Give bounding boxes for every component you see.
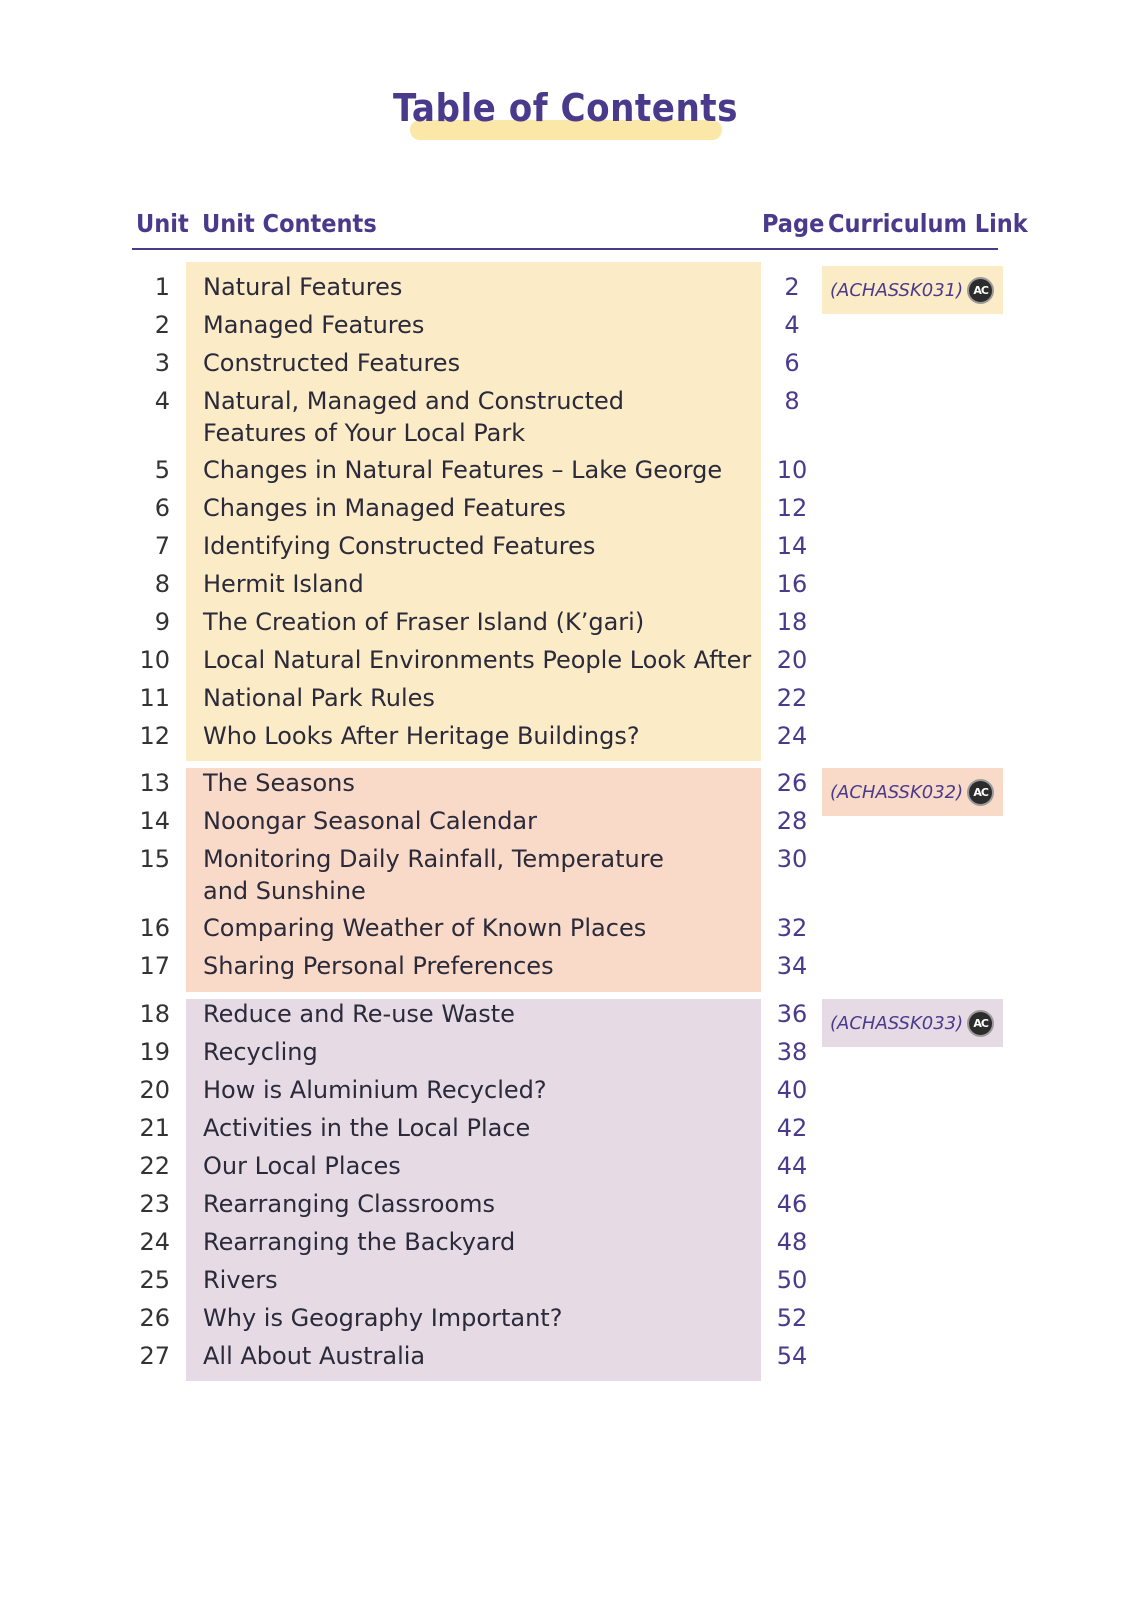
unit-title xyxy=(203,1074,758,1106)
page-number: 38 xyxy=(776,1038,808,1066)
page-number: 50 xyxy=(776,1266,808,1294)
unit-title xyxy=(203,385,758,449)
unit-title xyxy=(203,347,758,379)
curriculum-link-1 xyxy=(822,266,1003,314)
unit-title-line: All About Australia xyxy=(203,1342,426,1370)
unit-number: 27 xyxy=(139,1342,170,1370)
unit-title-line: The Creation of Fraser Island (K’gari) xyxy=(203,608,645,636)
unit-title-line: Reduce and Re-use Waste xyxy=(203,1000,515,1028)
unit-title-line: Rearranging Classrooms xyxy=(203,1190,496,1218)
unit-number: 3 xyxy=(154,349,170,377)
page-number: 34 xyxy=(776,952,808,980)
unit-title-line: and Sunshine xyxy=(203,877,366,905)
unit-number: 14 xyxy=(139,807,170,835)
unit-title xyxy=(203,1302,758,1334)
unit-title-line: Natural, Managed and Constructed xyxy=(203,387,625,415)
unit-title xyxy=(203,1264,758,1296)
ac-badge-icon: AC xyxy=(967,779,994,806)
page-number: 30 xyxy=(776,845,808,873)
title-block xyxy=(0,86,1131,146)
unit-title-line: Comparing Weather of Known Places xyxy=(203,914,647,942)
unit-title xyxy=(203,1226,758,1258)
unit-title xyxy=(203,805,758,837)
page-number: 32 xyxy=(776,914,808,942)
unit-title xyxy=(203,682,758,714)
page-number: 48 xyxy=(776,1228,808,1256)
unit-title xyxy=(203,606,758,638)
page-number: 6 xyxy=(784,349,800,377)
page-number: 36 xyxy=(776,1000,808,1028)
unit-title-line: Changes in Natural Features – Lake George xyxy=(203,456,723,484)
unit-title xyxy=(203,720,758,752)
unit-number: 18 xyxy=(139,1000,170,1028)
curriculum-code: (ACHASSK032) xyxy=(830,781,964,803)
page-number: 4 xyxy=(784,311,800,339)
page-number: 44 xyxy=(776,1152,808,1180)
unit-number: 5 xyxy=(154,456,170,484)
unit-title-line: National Park Rules xyxy=(203,684,435,712)
unit-title-line: How is Aluminium Recycled? xyxy=(203,1076,547,1104)
unit-number: 17 xyxy=(139,952,170,980)
unit-title xyxy=(203,1112,758,1144)
unit-number: 15 xyxy=(139,845,170,873)
unit-title xyxy=(203,1340,758,1372)
unit-number: 1 xyxy=(154,273,170,301)
unit-number: 8 xyxy=(154,570,170,598)
unit-title-line: Sharing Personal Preferences xyxy=(203,952,554,980)
page-number: 16 xyxy=(776,570,808,598)
unit-title-line: Constructed Features xyxy=(203,349,461,377)
unit-title xyxy=(203,843,758,907)
unit-number: 24 xyxy=(139,1228,170,1256)
page-number: 12 xyxy=(776,494,808,522)
curriculum-code: (ACHASSK033) xyxy=(830,1012,964,1034)
unit-title xyxy=(203,644,758,676)
unit-title-line: Activities in the Local Place xyxy=(203,1114,531,1142)
unit-title xyxy=(203,568,758,600)
unit-number: 13 xyxy=(139,769,170,797)
unit-title xyxy=(203,767,758,799)
unit-title-line: Identifying Constructed Features xyxy=(203,532,596,560)
unit-title-line: Managed Features xyxy=(203,311,425,339)
unit-number: 26 xyxy=(139,1304,170,1332)
header-page: Page xyxy=(762,209,825,238)
unit-number: 9 xyxy=(154,608,170,636)
unit-number: 11 xyxy=(139,684,170,712)
unit-title xyxy=(203,530,758,562)
page-number: 26 xyxy=(776,769,808,797)
header-unit: Unit xyxy=(136,209,189,238)
unit-title-line: Noongar Seasonal Calendar xyxy=(203,807,537,835)
page-number: 14 xyxy=(776,532,808,560)
unit-title-line: Rearranging the Backyard xyxy=(203,1228,516,1256)
page-title: Table of Contents xyxy=(392,86,738,130)
header-rule xyxy=(132,248,998,250)
header-curriculum-link: Curriculum Link xyxy=(828,209,1028,238)
page-number: 52 xyxy=(776,1304,808,1332)
page-number: 20 xyxy=(776,646,808,674)
unit-title-line: Monitoring Daily Rainfall, Temperature xyxy=(203,845,664,873)
curriculum-link-3 xyxy=(822,999,1003,1047)
unit-number: 2 xyxy=(154,311,170,339)
page-number: 42 xyxy=(776,1114,808,1142)
unit-title-line: Recycling xyxy=(203,1038,318,1066)
ac-badge-icon: AC xyxy=(967,1010,994,1037)
unit-number: 6 xyxy=(154,494,170,522)
unit-number: 16 xyxy=(139,914,170,942)
unit-title-line: Rivers xyxy=(203,1266,278,1294)
unit-title-line: Changes in Managed Features xyxy=(203,494,566,522)
unit-title xyxy=(203,1150,758,1182)
unit-number: 25 xyxy=(139,1266,170,1294)
unit-title xyxy=(203,950,758,982)
page-number: 40 xyxy=(776,1076,808,1104)
ac-badge-icon: AC xyxy=(967,277,994,304)
page-number: 28 xyxy=(776,807,808,835)
page-number: 22 xyxy=(776,684,808,712)
unit-number: 21 xyxy=(139,1114,170,1142)
unit-number: 7 xyxy=(154,532,170,560)
page-number: 8 xyxy=(784,387,800,415)
unit-title-line: Local Natural Environments People Look After xyxy=(203,646,752,674)
unit-number: 20 xyxy=(139,1076,170,1104)
page-number: 46 xyxy=(776,1190,808,1218)
unit-title xyxy=(203,912,758,944)
unit-title xyxy=(203,454,758,486)
page-number: 54 xyxy=(776,1342,808,1370)
unit-title xyxy=(203,1188,758,1220)
unit-title xyxy=(203,309,758,341)
unit-title-line: Our Local Places xyxy=(203,1152,401,1180)
unit-title xyxy=(203,998,758,1030)
unit-title xyxy=(203,492,758,524)
page-number: 18 xyxy=(776,608,808,636)
unit-title xyxy=(203,271,758,303)
unit-title-line: Why is Geography Important? xyxy=(203,1304,563,1332)
unit-title-line: Who Looks After Heritage Buildings? xyxy=(203,722,640,750)
unit-number: 10 xyxy=(139,646,170,674)
unit-number: 12 xyxy=(139,722,170,750)
curriculum-link-2 xyxy=(822,768,1003,816)
unit-title-line: Hermit Island xyxy=(203,570,364,598)
unit-title xyxy=(203,1036,758,1068)
unit-number: 23 xyxy=(139,1190,170,1218)
unit-title-line: Natural Features xyxy=(203,273,403,301)
unit-number: 4 xyxy=(154,387,170,415)
unit-title-line: The Seasons xyxy=(203,769,355,797)
page-number: 24 xyxy=(776,722,808,750)
unit-number: 22 xyxy=(139,1152,170,1180)
page-number: 10 xyxy=(776,456,808,484)
unit-number: 19 xyxy=(139,1038,170,1066)
header-unit-contents: Unit Contents xyxy=(202,209,377,238)
page-number: 2 xyxy=(784,273,800,301)
curriculum-code: (ACHASSK031) xyxy=(830,279,964,301)
unit-title-line: Features of Your Local Park xyxy=(203,419,526,447)
